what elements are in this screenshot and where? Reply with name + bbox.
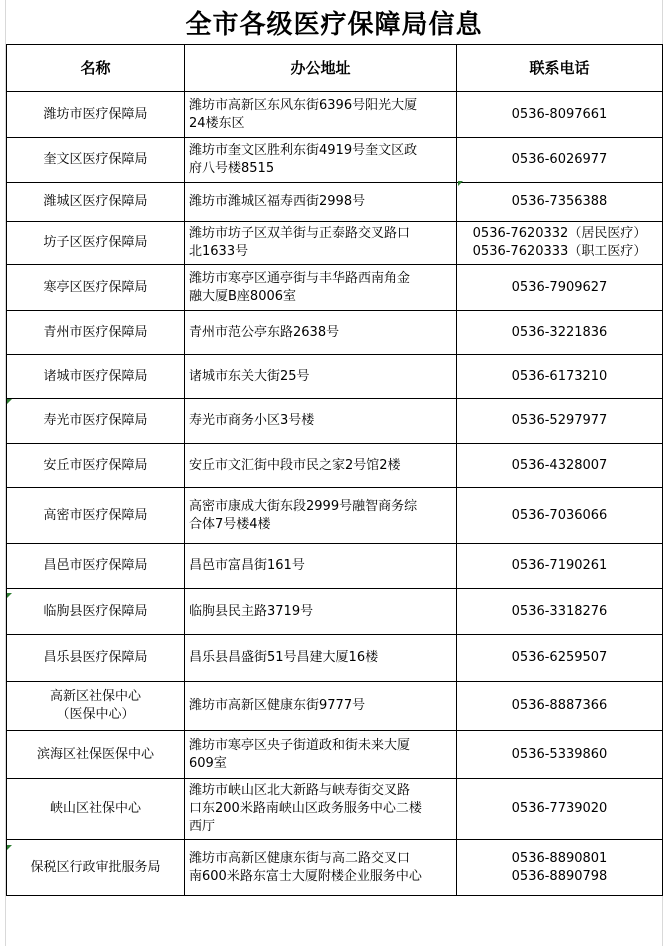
address-cell-line: 潍坊市高新区健康东街与高二路交叉口 bbox=[189, 850, 411, 866]
name-cell-line: 寿光市医疗保障局 bbox=[43, 413, 148, 428]
phone-cell[interactable] bbox=[457, 399, 663, 444]
address-cell-line: 临朐县民主路3719号 bbox=[189, 603, 314, 619]
phone-cell[interactable] bbox=[457, 682, 663, 731]
address-cell[interactable] bbox=[185, 731, 457, 779]
title-cell[interactable] bbox=[6, 0, 662, 45]
address-cell-line: 潍坊市高新区东风东街6396号阳光大厦 bbox=[189, 97, 418, 113]
address-cell[interactable] bbox=[185, 635, 457, 682]
phone-cell[interactable] bbox=[457, 183, 663, 222]
name-cell[interactable] bbox=[7, 399, 185, 444]
address-cell[interactable] bbox=[185, 444, 457, 488]
phone-cell-line: 0536-7036066 bbox=[511, 507, 608, 523]
page-title: 全市各级医疗保障局信息 bbox=[185, 9, 483, 40]
address-cell[interactable] bbox=[185, 589, 457, 635]
address-cell-line: 潍坊市寒亭区通亭街与丰华路西南角金 bbox=[189, 270, 411, 286]
phone-cell[interactable] bbox=[457, 222, 663, 265]
phone-cell-line: 0536-7620332（居民医疗） bbox=[472, 226, 647, 241]
table-row bbox=[7, 444, 663, 488]
cell-comment-marker bbox=[7, 399, 12, 404]
name-cell[interactable] bbox=[7, 544, 185, 589]
phone-cell-line: 0536-4328007 bbox=[511, 457, 608, 473]
address-cell-line: 潍坊市奎文区胜利东街4919号奎文区政 bbox=[189, 143, 418, 158]
address-cell-line: 口东200米路南峡山区政务服务中心二楼 bbox=[189, 801, 422, 816]
address-cell[interactable] bbox=[185, 92, 457, 138]
address-cell-line: 潍坊市寒亭区央子街道政和街未来大厦 bbox=[189, 737, 411, 753]
name-cell[interactable] bbox=[7, 488, 185, 544]
phone-cell[interactable] bbox=[457, 589, 663, 635]
phone-cell-line: 0536-7356388 bbox=[511, 194, 608, 209]
phone-cell-line: 0536-5339860 bbox=[511, 746, 608, 762]
phone-cell[interactable] bbox=[457, 311, 663, 355]
phone-cell-line: 0536-8890798 bbox=[511, 868, 608, 884]
address-cell-line: 高密市康成大街东段2999号融智商务综 bbox=[189, 498, 418, 514]
address-cell-line: 寿光市商务小区3号楼 bbox=[189, 413, 315, 428]
address-cell[interactable] bbox=[185, 138, 457, 183]
phone-cell-line: 0536-3221836 bbox=[511, 324, 608, 340]
address-cell[interactable] bbox=[185, 840, 457, 896]
name-cell[interactable] bbox=[7, 779, 185, 840]
phone-cell[interactable] bbox=[457, 355, 663, 399]
phone-cell-line: 0536-7739020 bbox=[511, 801, 608, 816]
name-cell[interactable] bbox=[7, 589, 185, 635]
address-cell[interactable] bbox=[185, 544, 457, 589]
name-cell[interactable] bbox=[7, 635, 185, 682]
name-cell[interactable] bbox=[7, 92, 185, 138]
address-cell-line: 24楼东区 bbox=[189, 115, 245, 131]
name-cell[interactable] bbox=[7, 840, 185, 896]
phone-cell[interactable] bbox=[457, 840, 663, 896]
address-cell-line: 西厅 bbox=[189, 819, 216, 834]
address-cell[interactable] bbox=[185, 183, 457, 222]
table-row bbox=[7, 635, 663, 682]
table-row bbox=[7, 488, 663, 544]
phone-cell-line: 0536-8890801 bbox=[511, 850, 608, 866]
table-row bbox=[7, 222, 663, 265]
phone-cell-line: 0536-6173210 bbox=[511, 368, 608, 384]
address-cell-line: 北1633号 bbox=[189, 244, 249, 259]
cell-comment-marker bbox=[7, 845, 12, 850]
address-cell-line: 609室 bbox=[189, 755, 227, 771]
name-cell[interactable] bbox=[7, 311, 185, 355]
header-address[interactable]: 办公地址 bbox=[185, 45, 457, 92]
name-cell[interactable] bbox=[7, 731, 185, 779]
name-cell[interactable] bbox=[7, 222, 185, 265]
table-row bbox=[7, 399, 663, 444]
phone-cell[interactable] bbox=[457, 444, 663, 488]
name-cell[interactable] bbox=[7, 183, 185, 222]
phone-cell[interactable] bbox=[457, 488, 663, 544]
address-cell[interactable] bbox=[185, 488, 457, 544]
address-cell-line: 昌乐县昌盛街51号昌建大厦16楼 bbox=[189, 650, 379, 665]
name-cell-line: 昌乐县医疗保障局 bbox=[43, 650, 148, 665]
address-cell[interactable] bbox=[185, 682, 457, 731]
name-cell[interactable] bbox=[7, 355, 185, 399]
phone-cell-line: 0536-5297977 bbox=[511, 413, 608, 428]
name-cell-line: 寒亭区医疗保障局 bbox=[43, 279, 148, 295]
name-cell-line: 坊子区医疗保障局 bbox=[43, 235, 148, 250]
phone-cell-line: 0536-3318276 bbox=[511, 603, 608, 619]
phone-cell[interactable] bbox=[457, 265, 663, 311]
phone-cell-line: 0536-8097661 bbox=[511, 106, 608, 122]
name-cell-line: 峡山区社保中心 bbox=[49, 801, 141, 816]
address-cell-line: 潍坊市潍城区福寿西街2998号 bbox=[189, 194, 366, 209]
cell-comment-marker bbox=[458, 181, 463, 186]
table-row bbox=[7, 183, 663, 222]
address-cell[interactable] bbox=[185, 779, 457, 840]
table-body bbox=[7, 92, 663, 896]
table-row bbox=[7, 138, 663, 183]
address-cell-line: 昌邑市富昌街161号 bbox=[189, 558, 305, 573]
phone-cell-line: 0536-7620333（职工医疗） bbox=[472, 244, 647, 259]
address-cell-line: 潍坊市坊子区双羊街与正泰路交叉路口 bbox=[189, 226, 411, 241]
table-row bbox=[7, 682, 663, 731]
address-cell-line: 潍坊市高新区健康东街9777号 bbox=[189, 698, 366, 713]
phone-cell-line: 0536-6026977 bbox=[511, 152, 608, 167]
table-row bbox=[7, 840, 663, 896]
name-cell-line: 高新区社保中心 bbox=[49, 689, 141, 704]
address-cell[interactable] bbox=[185, 311, 457, 355]
header-phone[interactable]: 联系电话 bbox=[457, 45, 663, 92]
info-table bbox=[6, 44, 663, 896]
name-cell-line: 保税区行政审批服务局 bbox=[30, 859, 161, 875]
phone-cell[interactable] bbox=[457, 544, 663, 589]
name-cell-line: 昌邑市医疗保障局 bbox=[43, 558, 148, 573]
name-cell[interactable] bbox=[7, 444, 185, 488]
address-cell-line: 青州市范公亭东路2638号 bbox=[189, 324, 340, 340]
name-cell-line: 潍城区医疗保障局 bbox=[43, 194, 148, 209]
address-cell-line: 潍坊市峡山区北大新路与峡寿街交叉路 bbox=[189, 783, 411, 798]
phone-cell-line: 0536-7190261 bbox=[511, 558, 608, 573]
phone-cell[interactable] bbox=[457, 92, 663, 138]
name-cell[interactable] bbox=[7, 265, 185, 311]
table-row bbox=[7, 589, 663, 635]
phone-cell-line: 0536-6259507 bbox=[511, 650, 608, 665]
address-cell-line: 安丘市文汇街中段市民之家2号馆2楼 bbox=[189, 457, 401, 473]
phone-cell[interactable] bbox=[457, 138, 663, 183]
table-row bbox=[7, 779, 663, 840]
name-cell[interactable] bbox=[7, 138, 185, 183]
table-row bbox=[7, 311, 663, 355]
phone-cell[interactable] bbox=[457, 779, 663, 840]
name-cell-line: 高密市医疗保障局 bbox=[43, 507, 148, 523]
phone-cell[interactable] bbox=[457, 731, 663, 779]
phone-cell-line: 0536-7909627 bbox=[511, 279, 608, 295]
address-cell[interactable] bbox=[185, 222, 457, 265]
address-cell-line: 融大厦B座8006室 bbox=[189, 288, 297, 304]
table-row bbox=[7, 544, 663, 589]
name-cell-line: 诸城市医疗保障局 bbox=[43, 368, 148, 384]
name-cell-line: 临朐县医疗保障局 bbox=[43, 603, 148, 619]
name-cell-line: 青州市医疗保障局 bbox=[43, 324, 148, 340]
address-cell[interactable] bbox=[185, 399, 457, 444]
phone-cell[interactable] bbox=[457, 635, 663, 682]
address-cell-line: 合体7号楼4楼 bbox=[189, 516, 271, 532]
address-cell-line: 南600米路东富士大厦附楼企业服务中心 bbox=[189, 868, 422, 884]
name-cell-line: 奎文区医疗保障局 bbox=[43, 152, 148, 167]
name-cell-line: 潍坊市医疗保障局 bbox=[43, 106, 148, 122]
name-cell-line: （医保中心） bbox=[56, 707, 135, 722]
address-cell[interactable] bbox=[185, 265, 457, 311]
name-cell[interactable] bbox=[7, 682, 185, 731]
cell-comment-marker bbox=[7, 593, 12, 598]
header-name[interactable]: 名称 bbox=[7, 45, 185, 92]
address-cell-line: 府八号楼8515 bbox=[189, 161, 275, 176]
table-row bbox=[7, 265, 663, 311]
address-cell-line: 诸城市东关大街25号 bbox=[189, 368, 310, 384]
address-cell[interactable] bbox=[185, 355, 457, 399]
phone-cell-line: 0536-8887366 bbox=[511, 698, 608, 713]
header-row bbox=[7, 45, 663, 92]
table-row bbox=[7, 92, 663, 138]
name-cell-line: 安丘市医疗保障局 bbox=[43, 457, 148, 473]
table-row bbox=[7, 731, 663, 779]
table-row bbox=[7, 355, 663, 399]
name-cell-line: 滨海区社保医保中心 bbox=[36, 746, 154, 762]
